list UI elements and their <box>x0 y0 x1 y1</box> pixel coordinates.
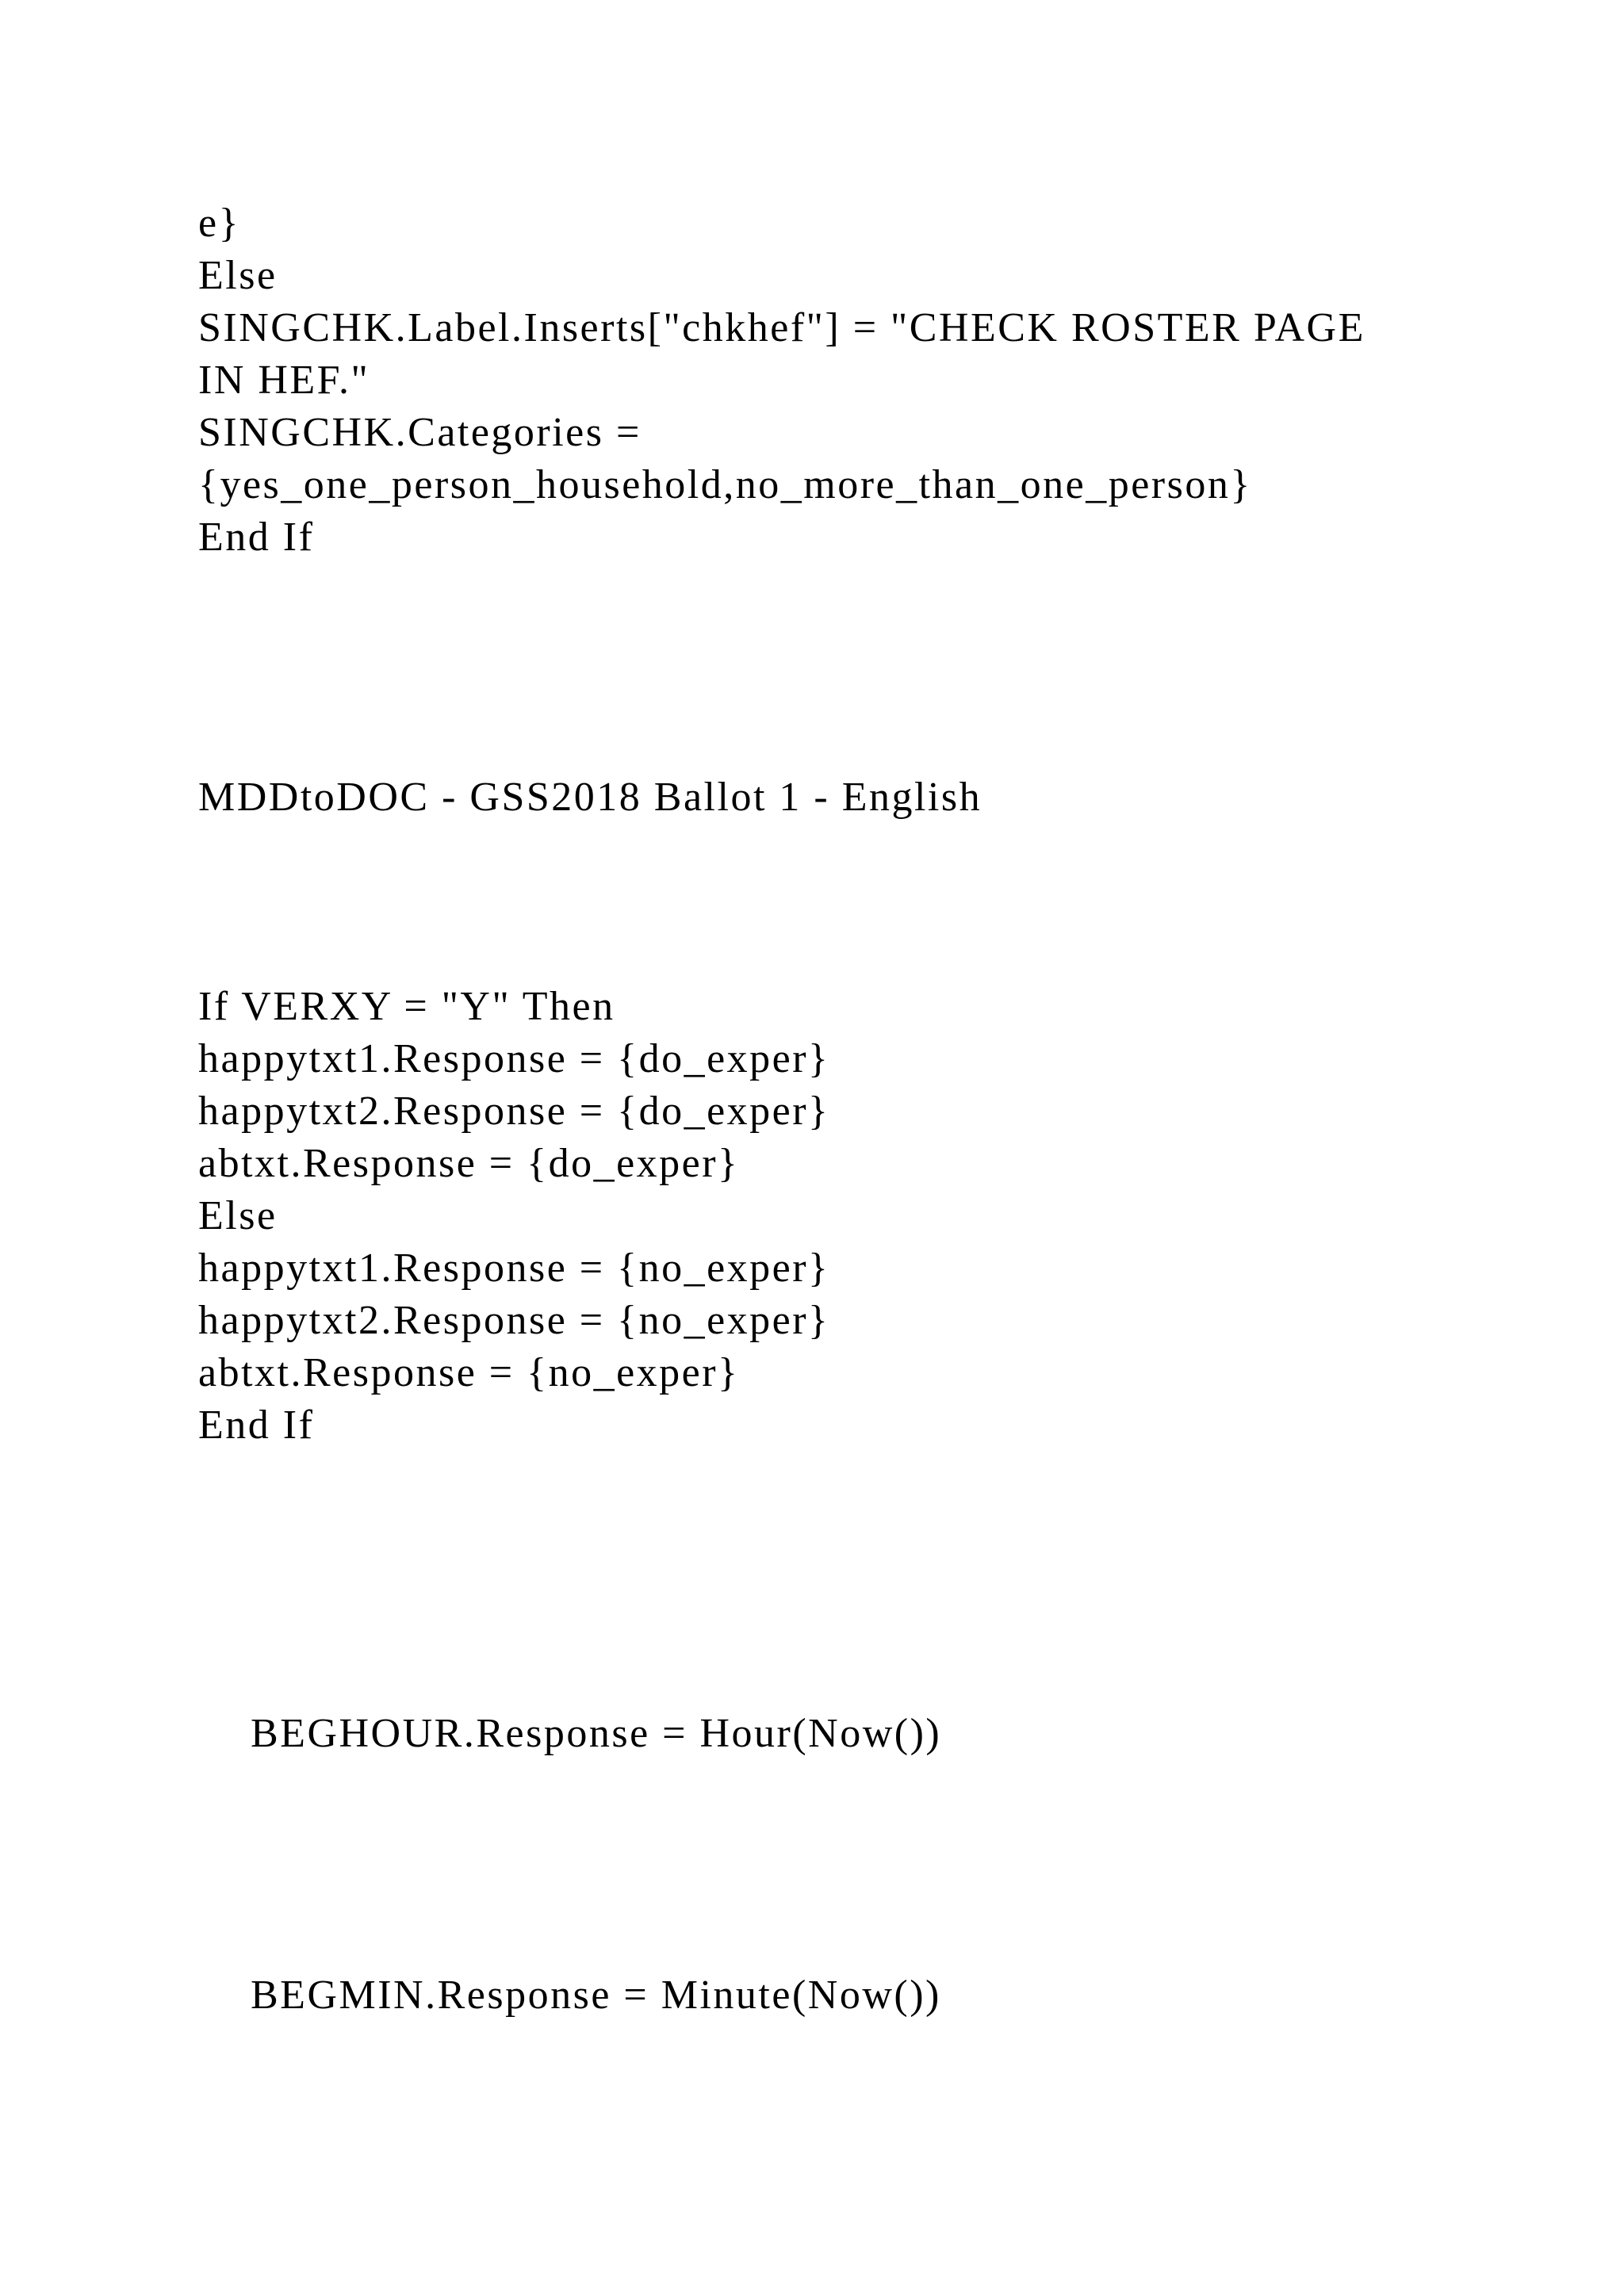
code-line: IN HEF." <box>198 358 370 403</box>
code-line: happytxt1.Response = {no_exper} <box>198 1246 830 1291</box>
code-block-verxy <box>198 981 830 1452</box>
code-block-beghour <box>251 1708 941 1760</box>
code-line: abtxt.Response = {no_exper} <box>198 1350 740 1395</box>
code-line: {yes_one_person_household,no_more_than_one_person} <box>198 462 1252 507</box>
document-heading-block <box>198 771 982 824</box>
code-line: abtxt.Response = {do_exper} <box>198 1141 740 1186</box>
beghour-line: BEGHOUR.Response = Hour(Now()) <box>251 1711 942 1756</box>
code-line: End If <box>198 1402 315 1448</box>
code-line: End If <box>198 515 315 560</box>
code-line: happytxt2.Response = {no_exper} <box>198 1298 830 1343</box>
code-line: Else <box>198 253 278 298</box>
code-line: SINGCHK.Label.Inserts["chkhef"] = "CHECK ROSTER PAGE <box>198 305 1365 350</box>
code-line: happytxt2.Response = {do_exper} <box>198 1089 830 1134</box>
code-line: Else <box>198 1193 278 1238</box>
begmin-line: BEGMIN.Response = Minute(Now()) <box>251 1973 941 2018</box>
code-line: happytxt1.Response = {do_exper} <box>198 1036 830 1081</box>
code-block-singchk <box>198 197 1365 564</box>
document-heading: MDDtoDOC - GSS2018 Ballot 1 - English <box>198 775 982 820</box>
code-line: e} <box>198 201 241 246</box>
code-line: SINGCHK.Categories = <box>198 410 642 455</box>
code-line: If VERXY = "Y" Then <box>198 984 615 1029</box>
code-block-begmin <box>251 1969 941 2022</box>
